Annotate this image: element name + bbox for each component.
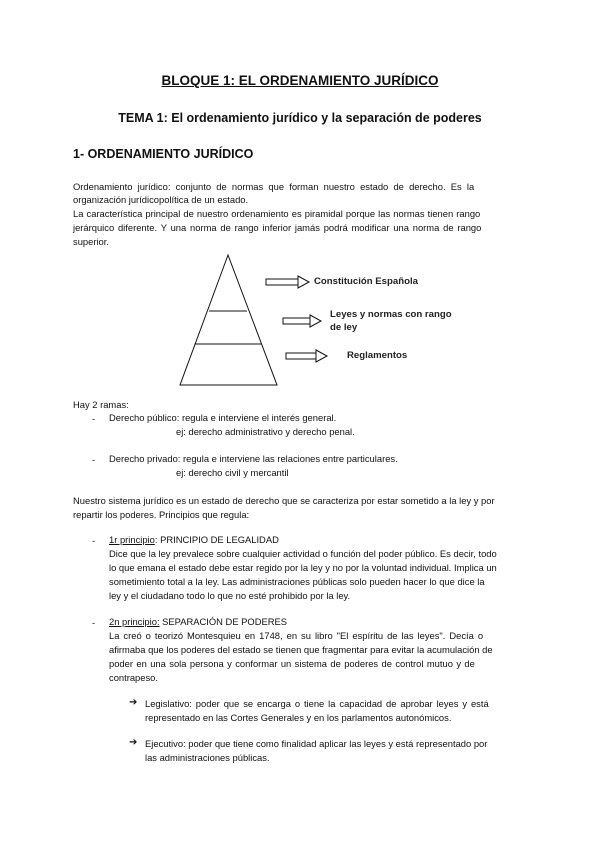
arrow-icon: [283, 315, 321, 327]
section-heading: 1- ORDENAMIENTO JURÍDICO: [73, 147, 254, 161]
poder-text: representado en las Cortes Generales y en los parlamentos autonómicos.: [145, 712, 452, 723]
list-dash: -: [92, 413, 96, 424]
arrow-bullet-icon: ➔: [129, 697, 138, 708]
principle-text: La creó o teorizó Montesquieu en 1748, en su libro "El espíritu de las leyes". Decía o: [109, 630, 484, 641]
poder-text: Ejecutivo: poder que tiene como finalidad aplicar las leyes y está representado por: [145, 738, 488, 749]
list-dash: -: [92, 535, 96, 546]
sistema-line: Nuestro sistema jurídico es un estado de derecho que se caracteriza por estar sometido a la ley y por: [73, 495, 495, 506]
intro-line: La característica principal de nuestro ordenamiento es piramidal porque las normas tienen rango: [73, 208, 481, 219]
intro-line: Ordenamiento jurídico: conjunto de normas que forman nuestro estado de derecho. Es la: [73, 181, 475, 192]
principle-text: poder en una sola persona y conformar un sistema de poderes de control mutuo y de: [109, 658, 475, 669]
principle-text: afirmaba que los poderes del estado se tienen que fragmentar para evitar la acumulación de: [109, 644, 493, 655]
sistema-line: repartir los poderes. Principios que regula:: [73, 509, 250, 520]
rama-example: ej: derecho civil y mercantil: [176, 467, 289, 478]
principle-text: Dice que la ley prevalece sobre cualquier actividad o función del poder público. Es decir, todo: [109, 548, 497, 559]
document-title: BLOQUE 1: EL ORDENAMIENTO JURÍDICO: [161, 73, 439, 88]
rama-item: Derecho público: regula e interviene el interés general.: [109, 412, 337, 423]
intro-line: superior.: [73, 236, 109, 247]
principle-heading: [109, 615, 287, 628]
list-dash: -: [92, 617, 96, 628]
principle-title: SEPARACIÓN DE PODERES: [159, 616, 288, 627]
principle-title: : PRINCIPIO DE LEGALIDAD: [154, 534, 279, 545]
intro-line: organización jurídicopolítica de un estado.: [73, 194, 249, 205]
pyramid-triangle: [180, 255, 277, 385]
principle-text: ley y el ciudadano todo lo que no esté prohibido por la ley.: [109, 590, 351, 601]
ramas-heading: Hay 2 ramas:: [73, 399, 129, 410]
intro-line: jerárquico diferente. Y una norma de rango inferior jamás podrá modificar una norma de rango: [73, 222, 482, 233]
principle-text: sometimiento total a la ley. Las administraciones públicas solo pueden hacer lo que dice la: [109, 576, 485, 587]
pyramid-label: Constitución Española: [314, 276, 418, 287]
rama-example: ej: derecho administrativo y derecho penal.: [176, 426, 355, 437]
arrow-icon: [286, 350, 327, 362]
topic-title: TEMA 1: El ordenamiento jurídico y la separación de poderes: [118, 111, 482, 125]
pyramid-label: de ley: [330, 322, 358, 333]
poder-text: Legislativo: poder que se encarga o tiene la capacidad de aprobar leyes y está: [145, 698, 489, 709]
principle-text: contrapeso.: [109, 672, 158, 683]
rama-item: Derecho privado: regula e interviene las relaciones entre particulares.: [109, 453, 398, 464]
arrow-bullet-icon: ➔: [129, 737, 138, 748]
principle-label: 2n principio:: [109, 616, 160, 627]
principle-text: lo que emana el estado debe estar regido por la ley y no por la voluntad individual. Implica un: [109, 562, 497, 573]
pyramid-label: Leyes y normas con rango: [330, 309, 452, 320]
poder-text: las administraciones públicas.: [145, 752, 270, 763]
pyramid-label: Reglamentos: [347, 350, 408, 361]
arrow-icon: [266, 276, 309, 288]
list-dash: -: [92, 454, 96, 465]
principle-label: 1r principio: [109, 534, 155, 545]
principle-heading: [109, 533, 279, 546]
